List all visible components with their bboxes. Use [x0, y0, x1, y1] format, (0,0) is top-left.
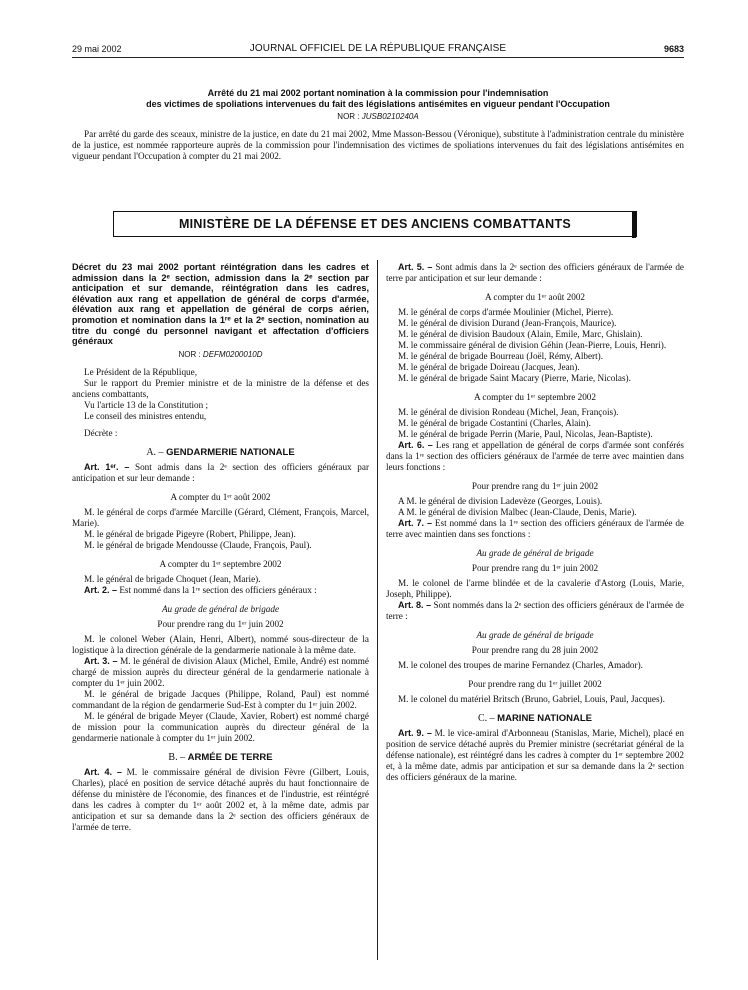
article-1-date-2: A compter du 1ᵉʳ septembre 2002 — [159, 558, 282, 569]
list-item: A M. le général de division Ladevèze (Georges, Louis). — [398, 496, 603, 506]
article-8: Art. 8. – Sont nommés dans la 2ᵉ section des officiers généraux de l'armée de terre : — [386, 600, 684, 621]
list-item: M. le colonel des troupes de marine Fernandez (Charles, Amador). — [398, 660, 643, 670]
decree-preamble-3: Vu l'article 13 de la Constitution ; — [84, 399, 209, 410]
list-item: M. le général de division Rondeau (Michel, Jean, François). — [398, 407, 619, 417]
list-item: M. le général de brigade Doireau (Jacques, Jean). — [398, 362, 580, 372]
article-2: Art. 2. – Est nommé dans la 1ʳᵉ section des officiers généraux : — [84, 584, 317, 595]
list-item: M. le général de brigade Perrin (Marie, Paul, Nicolas, Jean-Baptiste). — [398, 429, 653, 439]
article-6: Art. 6. – Les rang et appellation de général de corps d'armée sont conférés dans la 1ʳᵉ section des officiers généraux de l'armée de terre avec maintien dans leurs fonctions : — [386, 440, 684, 472]
article-3-paragraph-3: M. le général de brigade Meyer (Claude, Xavier, Robert) est nommé chargé de mission pour la communication auprès du directeur général de la gendarmerie nationale à compter du 1ᵉʳ juin 2002. — [72, 710, 369, 743]
header-page-number: 9683 — [663, 44, 684, 54]
decree-nor: NOR : DEFM0200010D — [178, 349, 263, 359]
article-7: Art. 7. – Est nommé dans la 1ʳᵉ section des officiers généraux de l'armée de terre avec maintien dans ses fonctions : — [386, 518, 684, 539]
article-9: Art. 9. – M. le vice-amiral d'Arbonneau (Stanislas, Marie, Michel), placé en position de service détaché auprès du Premier ministre (secrétariat général de la défense nationale), est réintégré dans les cadres à compter du 1ᵉʳ septembre 2002 et, à la même date, admis par anticipation et sur sa demande dans la 2ᵉ section des officiers généraux de la marine. — [386, 728, 684, 782]
decree-preamble-2: Sur le rapport du Premier ministre et de la ministre de la défense et des anciens combattants, — [72, 377, 369, 399]
section-c-heading: C. – MARINE NATIONALE — [478, 713, 592, 724]
article-8-rank-date-1: Pour prendre rang du 28 juin 2002 — [471, 645, 599, 655]
article-4: Art. 4. – M. le commissaire général de division Fèvre (Gilbert, Louis, Charles), placé en position de service détaché auprès du haut fonctionnaire de défense du ministère de l'économie, des finances et de l'industrie, est réintégré dans les cadres à compter du 1ᵉʳ août 2002 et, à la même date, admis par anticipation et sur sa demande dans la 2ᵉ section des officiers généraux de l'armée de terre. — [72, 766, 370, 832]
list-item: M. le général de brigade Costantini (Charles, Alain). — [398, 418, 591, 428]
section-b-heading: B. – ARMÉE DE TERRE — [168, 751, 273, 763]
list-item: M. le général de corps d'armée Moulinier (Michel, Pierre). — [398, 307, 614, 317]
section-a-heading: A. – GENDARMERIE NATIONALE — [146, 446, 295, 458]
article-2-rank-date: Pour prendre rang du 1ᵉʳ juin 2002 — [157, 618, 284, 629]
list-item: M. le général de brigade Mendousse (Claude, François, Paul). — [84, 539, 312, 550]
article-8-grade: Au grade de général de brigade — [476, 630, 594, 640]
article-1-date-1: A compter du 1ᵉʳ août 2002 — [170, 491, 271, 502]
list-item: M. le général de division Durand (Jean-François, Maurice). — [398, 318, 617, 328]
list-item: M. le général de brigade Choquet (Jean, Marie). — [84, 573, 261, 584]
article-1: Art. 1ᵉʳ. – Sont admis dans la 2ᵉ section des officiers généraux par anticipation et sur leur demande : — [72, 461, 369, 483]
article-8-rank-date-2: Pour prendre rang du 1ᵉʳ juillet 2002 — [468, 679, 602, 689]
list-item: M. le commissaire général de division Géhin (Jean-Pierre, Louis, Henri). — [398, 340, 667, 350]
article-7-rank-date: Pour prendre rang du 1ᵉʳ juin 2002 — [471, 563, 599, 573]
list-item: M. le général de division Baudoux (Alain, Emile, Marc, Ghislain). — [398, 329, 643, 339]
header-journal-title: JOURNAL OFFICIEL DE LA RÉPUBLIQUE FRANÇAISE — [249, 43, 507, 54]
article-2-grade: Au grade de général de brigade — [161, 603, 280, 614]
right-column — [386, 262, 684, 783]
list-item: A M. le général de division Malbec (Jean-Claude, Denis, Marie). — [398, 507, 637, 517]
page-header — [72, 42, 684, 58]
arrete-block — [72, 88, 684, 162]
article-7-grade: Au grade de général de brigade — [476, 548, 594, 558]
list-item: M. le général de brigade Saint Macary (Pierre, Marie, Nicolas). — [398, 373, 631, 383]
decree-title: Décret du 23 mai 2002 portant réintégration dans les cadres et admission dans la 2ᵉ section, admission dans la 2ᵉ section par anticipation et sur demande, réintégration dans les cadres, élévation aux rang et appellation de général de corps d'armée, élévation aux rang et appellation de général de corps aérien, promotion et nomination dans la 1ʳᵉ et la 2ᵉ section, nomination au titre du congé du personnel navigant et affectation d'officiers généraux — [72, 262, 369, 347]
list-item: M. le colonel de l'arme blindée et de la cavalerie d'Astorg (Louis, Marie, Joseph, Philippe). — [386, 578, 684, 599]
article-5: Art. 5. – Sont admis dans la 2ᵉ section des officiers généraux de l'armée de terre par anticipation et sur leur demande : — [386, 262, 684, 283]
arrete-nor: NOR : JUSB0210240A — [337, 112, 419, 121]
article-3-paragraph-2: M. le général de brigade Jacques (Philippe, Roland, Paul) est nommé commandant de la région de gendarmerie Sud-Est à compter du 1ᵉʳ juin 2002. — [72, 688, 369, 710]
decree-preamble-1: Le Président de la République, — [84, 366, 198, 377]
article-5-date-1: A compter du 1ᵉʳ août 2002 — [484, 292, 586, 302]
list-item: M. le général de brigade Pigeyre (Robert, Philippe, Jean). — [84, 528, 296, 539]
header-date: 29 mai 2002 — [72, 44, 122, 54]
article-5-date-2: A compter du 1ᵉʳ septembre 2002 — [474, 392, 596, 402]
arrete-title-line-1: Arrêté du 21 mai 2002 portant nomination à la commission pour l'indemnisation — [207, 88, 549, 98]
list-item: M. le colonel Weber (Alain, Henri, Albert), nommé sous-directeur de la logistique à la direction générale de la gendarmerie nationale à la même date. — [72, 633, 369, 655]
left-column — [72, 262, 369, 833]
arrete-body: Par arrêté du garde des sceaux, ministre de la justice, en date du 21 mai 2002, Mme Masson-Bessou (Véronique), substitute à l'administration centrale du ministère de la justice, est nommée rapporteure auprès de la commission pour l'indemnisation des victimes de spoliations intervenues du fait des législations antisémites en vigueur pendant l'Occupation à compter du 21 mai 2002. — [72, 129, 684, 161]
article-6-rank-date: Pour prendre rang du 1ᵉʳ juin 2002 — [471, 481, 599, 491]
ministry-banner: MINISTÈRE DE LA DÉFENSE ET DES ANCIENS COMBATTANTS — [113, 211, 637, 237]
ministry-banner-shadow — [632, 212, 636, 238]
decree-nor-code: DEFM0200010D — [202, 349, 263, 359]
list-item: M. le général de brigade Bourreau (Joël, Rémy, Albert). — [398, 351, 604, 361]
list-item: M. le colonel du matériel Britsch (Bruno, Gabriel, Louis, Paul, Jacques). — [398, 694, 665, 704]
column-divider — [377, 260, 378, 960]
article-3: Art. 3. – M. le général de division Alaux (Michel, Emile, André) est nommé chargé de mission auprès du directeur général de la gendarmerie nationale à compter du 1ᵉʳ juin 2002. — [72, 655, 369, 688]
arrete-title-line-2: des victimes de spoliations intervenues du fait des législations antisémites en vigueur pendant l'Occupation — [146, 98, 610, 109]
list-item: M. le général de corps d'armée Marcille (Gérard, Clément, François, Marcel, Marie). — [72, 506, 369, 528]
decree-preamble-4: Le conseil des ministres entendu, — [84, 410, 207, 421]
decree-decrete: Décrète : — [84, 427, 118, 438]
arrete-nor-code: JUSB0210240A — [361, 112, 419, 121]
